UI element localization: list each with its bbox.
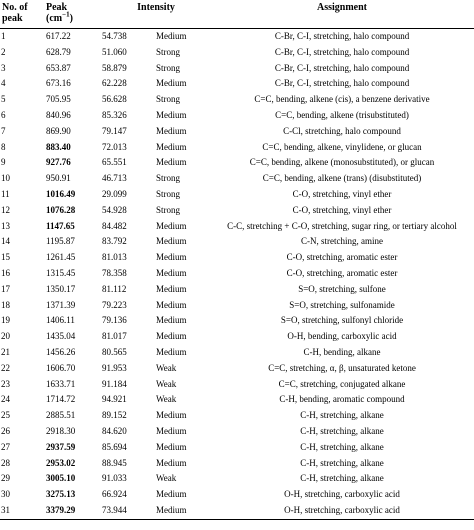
intensity-level-cell: Medium (156, 109, 187, 120)
table-row (0, 408, 474, 424)
peak-wavenumber-cell: 1456.26 (46, 346, 76, 357)
intensity-value-cell: 54.738 (102, 31, 127, 41)
peak-number-cell: 16 (1, 267, 10, 278)
peak-number-cell: 23 (1, 378, 10, 389)
peak-number-cell: 27 (1, 441, 10, 452)
intensity-level-cell: Strong (156, 188, 181, 199)
assignment-cell: C-C, stretching + C-O, stretching, sugar ring, or tertiary alcohol (227, 220, 457, 231)
peak-number-cell: 11 (1, 188, 10, 199)
assignment-cell: S=O, stretching, sulfonyl chloride (280, 315, 404, 326)
intensity-value-cell: 79.136 (102, 315, 127, 326)
peak-number-cell: 7 (1, 125, 6, 136)
intensity-level-cell: Strong (156, 94, 181, 105)
table-row (0, 345, 474, 361)
peak-number-cell: 26 (1, 425, 10, 436)
peak-number-cell: 6 (1, 109, 6, 120)
intensity-value-cell: 72.013 (102, 141, 127, 152)
intensity-level-cell: Medium (156, 299, 187, 310)
peak-number-cell: 18 (1, 299, 10, 310)
intensity-level-cell: Medium (156, 331, 187, 342)
table-row (0, 108, 474, 124)
assignment-cell: C-Cl, stretching, halo compound (283, 125, 401, 136)
table-row (0, 282, 474, 298)
assignment-cell: C=C, bending, alkene (trans) (disubstituted) (262, 173, 422, 184)
intensity-value-cell: 58.879 (102, 62, 127, 73)
table-row (0, 424, 474, 440)
peak-number-cell: 13 (1, 220, 10, 231)
intensity-value-cell: 56.628 (102, 94, 127, 105)
intensity-level-cell: Strong (156, 173, 181, 184)
peak-number-cell: 22 (1, 362, 10, 373)
assignment-cell: C-H, stretching, alkane (300, 473, 384, 484)
assignment-cell: C-O, stretching, aromatic ester (286, 252, 398, 263)
table-row (0, 76, 474, 92)
assignment-cell: C=C, bending, alkene (cis), a benzene derivative (254, 94, 430, 105)
peak-number-cell: 19 (1, 315, 10, 326)
intensity-level-cell: Weak (156, 378, 177, 389)
peak-number-cell: 4 (1, 78, 6, 89)
peak-wavenumber-cell: 840.96 (46, 109, 71, 120)
intensity-level-cell: Weak (156, 394, 177, 405)
intensity-level-cell: Strong (156, 46, 181, 57)
intensity-level-cell: Weak (156, 362, 177, 373)
table-row (0, 487, 474, 503)
assignment-cell: C-Br, C-I, stretching, halo compound (274, 78, 410, 89)
peak-number-cell: 20 (1, 331, 10, 342)
peak-wavenumber-cell: 1147.65 (46, 220, 75, 231)
table-row (0, 29, 474, 45)
assignment-cell: C-O, stretching, aromatic ester (286, 267, 398, 278)
peak-number-cell: 24 (1, 394, 10, 405)
peak-number-cell: 25 (1, 410, 10, 421)
intensity-level-cell: Medium (156, 410, 187, 421)
assignment-cell: C-Br, C-I, stretching, halo compound (274, 31, 410, 41)
table-row (0, 187, 474, 203)
peak-wavenumber-cell: 673.16 (46, 78, 71, 89)
peak-number-cell: 17 (1, 283, 10, 294)
table-header-row (0, 0, 474, 29)
intensity-value-cell: 78.358 (102, 267, 127, 278)
table-body (0, 29, 474, 520)
peak-wavenumber-cell: 1016.49 (46, 188, 76, 199)
header-peak-number: No. of peak (0, 0, 34, 29)
intensity-value-cell: 84.482 (102, 220, 127, 231)
intensity-level-cell: Medium (156, 283, 187, 294)
peak-wavenumber-cell: 869.90 (46, 125, 71, 136)
intensity-value-cell: 73.944 (102, 503, 152, 519)
intensity-value-cell: 85.326 (102, 109, 127, 120)
peak-number-cell: 1 (1, 31, 6, 41)
intensity-value-cell: 29.099 (102, 188, 127, 199)
peak-number-cell: 31 (0, 503, 34, 519)
table-row (0, 234, 474, 250)
table-row (0, 377, 474, 393)
intensity-value-cell: 85.694 (102, 441, 127, 452)
intensity-value-cell: 83.792 (102, 236, 127, 247)
assignment-cell: O-H, stretching, carboxylic acid (210, 503, 474, 519)
intensity-level-cell: Strong (156, 204, 181, 215)
peak-wavenumber-cell: 1350.17 (46, 283, 76, 294)
intensity-level-cell: Medium (156, 125, 187, 136)
intensity-level-cell: Medium (156, 78, 187, 89)
table-row (0, 266, 474, 282)
peak-wavenumber-cell: 1261.45 (46, 252, 76, 263)
intensity-value-cell: 88.945 (102, 457, 127, 468)
peak-wavenumber-cell: 3275.13 (46, 489, 76, 500)
peak-number-cell: 9 (1, 157, 6, 168)
peak-wavenumber-cell: 1371.39 (46, 299, 76, 310)
peak-number-cell: 3 (1, 62, 6, 73)
intensity-value-cell: 81.013 (102, 252, 127, 263)
assignment-cell: O-H, bending, carboxylic acid (287, 331, 397, 342)
peak-wavenumber-cell: 1606.70 (46, 362, 76, 373)
peak-wavenumber-cell: 1714.72 (46, 394, 76, 405)
header-intensity: Intensity (102, 0, 210, 29)
assignment-cell: C=C, bending, alkene (trisubstituted) (275, 109, 409, 120)
peak-number-cell: 30 (1, 489, 10, 500)
intensity-value-cell: 51.060 (102, 46, 127, 57)
peak-wavenumber-cell: 653.87 (46, 62, 71, 73)
table-row (0, 124, 474, 140)
peak-wavenumber-cell: 3005.10 (46, 473, 76, 484)
peak-wavenumber-cell: 950.91 (46, 173, 71, 184)
table-row (0, 219, 474, 235)
peak-wavenumber-cell: 3379.29 (34, 503, 102, 519)
assignment-cell: C-H, bending, aromatic compound (279, 394, 405, 405)
peak-wavenumber-cell: 1435.04 (46, 331, 76, 342)
assignment-cell: O-H, stretching, carboxylic acid (284, 489, 400, 500)
intensity-level-cell: Medium (156, 267, 187, 278)
table-row (0, 155, 474, 171)
table-row (0, 503, 474, 519)
peak-number-cell: 14 (1, 236, 10, 247)
table-row (0, 45, 474, 61)
peak-number-cell: 28 (1, 457, 10, 468)
intensity-value-cell: 46.713 (102, 173, 127, 184)
intensity-value-cell: 94.921 (102, 394, 127, 405)
table-row (0, 250, 474, 266)
intensity-level-cell: Medium (156, 31, 187, 41)
intensity-level-cell: Medium (156, 220, 187, 231)
intensity-value-cell: 62.228 (102, 78, 127, 89)
intensity-value-cell: 66.924 (102, 489, 127, 500)
table-row (0, 361, 474, 377)
table-row (0, 313, 474, 329)
intensity-level-cell: Medium (152, 503, 210, 519)
header-peak-wavenumber: Peak $(cm^{-1})$ (34, 0, 102, 29)
intensity-level-cell: Medium (156, 315, 187, 326)
assignment-cell: S=O, stretching, sulfonamide (289, 299, 395, 310)
table-row (0, 456, 474, 472)
assignment-cell: C-H, stretching, alkane (300, 441, 384, 452)
intensity-level-cell: Medium (156, 425, 187, 436)
assignment-cell: C-H, bending, alkane (303, 346, 381, 357)
intensity-level-cell: Medium (156, 141, 187, 152)
table-row (0, 329, 474, 345)
peak-wavenumber-cell: 1076.28 (46, 204, 76, 215)
peak-number-cell: 2 (1, 46, 6, 57)
assignment-cell: C=C, stretching, α, β, unsaturated ketone (268, 362, 416, 373)
assignment-cell: C=C, bending, alkene, vinylidene, or glucan (262, 141, 422, 152)
intensity-level-cell: Strong (156, 62, 181, 73)
assignment-cell: C-Br, C-I, stretching, halo compound (274, 46, 410, 57)
intensity-value-cell: 80.565 (102, 346, 127, 357)
intensity-value-cell: 79.223 (102, 299, 127, 310)
peak-number-cell: 15 (1, 252, 10, 263)
table-row (0, 392, 474, 408)
intensity-value-cell: 89.152 (102, 410, 127, 421)
peak-wavenumber-cell: 628.79 (46, 46, 71, 57)
peak-wavenumber-cell: 883.40 (46, 141, 71, 152)
table-row (0, 61, 474, 77)
intensity-level-cell: Medium (156, 346, 187, 357)
intensity-level-cell: Medium (156, 157, 187, 168)
peak-wavenumber-cell: 2953.02 (46, 457, 76, 468)
assignment-cell: C=C, stretching, conjugated alkane (278, 378, 406, 389)
peak-wavenumber-cell: 2937.59 (46, 441, 76, 452)
table-row (0, 298, 474, 314)
intensity-level-cell: Medium (156, 252, 187, 263)
peak-wavenumber-cell: 2885.51 (46, 410, 76, 421)
intensity-value-cell: 91.033 (102, 473, 127, 484)
peak-wavenumber-cell: 1406.11 (46, 315, 75, 326)
intensity-value-cell: 54.928 (102, 204, 127, 215)
assignment-cell: C-O, stretching, vinyl ether (292, 188, 392, 199)
table-row (0, 92, 474, 108)
intensity-value-cell: 81.017 (102, 331, 127, 342)
peak-wavenumber-cell: 1195.87 (46, 236, 75, 247)
assignment-cell: C-H, stretching, alkane (300, 457, 384, 468)
intensity-level-cell: Medium (156, 441, 187, 452)
intensity-level-cell: Medium (156, 457, 187, 468)
table-row (0, 140, 474, 156)
assignment-cell: S=O, stretching, sulfone (298, 283, 386, 294)
peak-wavenumber-cell: 705.95 (46, 94, 71, 105)
intensity-level-cell: Weak (156, 473, 177, 484)
assignment-cell: C-N, stretching, amine (301, 236, 383, 247)
intensity-value-cell: 84.620 (102, 425, 127, 436)
assignment-cell: C-H, stretching, alkane (300, 410, 384, 421)
peak-number-cell: 29 (1, 473, 10, 484)
assignment-cell: C-O, stretching, vinyl ether (292, 204, 392, 215)
assignment-cell: C=C, bending, alkene (monosubstituted), or glucan (249, 157, 435, 168)
peak-number-cell: 21 (1, 346, 10, 357)
table-row (0, 203, 474, 219)
table-row (0, 171, 474, 187)
assignment-cell: C-Br, C-I, stretching, halo compound (274, 62, 410, 73)
peak-wavenumber-cell: 617.22 (46, 31, 71, 41)
peak-wavenumber-cell: 2918.30 (46, 425, 76, 436)
intensity-value-cell: 81.112 (102, 283, 127, 294)
peak-wavenumber-cell: 927.76 (46, 157, 71, 168)
peak-number-cell: 5 (1, 94, 6, 105)
table-row (0, 471, 474, 487)
intensity-level-cell: Medium (156, 489, 187, 500)
peak-number-cell: 10 (1, 173, 10, 184)
peak-wavenumber-cell: 1633.71 (46, 378, 76, 389)
intensity-value-cell: 65.551 (102, 157, 127, 168)
intensity-value-cell: 91.184 (102, 378, 127, 389)
peak-wavenumber-cell: 1315.45 (46, 267, 76, 278)
assignment-cell: C-H, stretching, alkane (300, 425, 384, 436)
peak-number-cell: 8 (1, 141, 6, 152)
table-row (0, 440, 474, 456)
header-assignment: Assignment (210, 0, 474, 29)
peak-number-cell: 12 (1, 204, 10, 215)
intensity-level-cell: Medium (156, 236, 187, 247)
intensity-value-cell: 91.953 (102, 362, 127, 373)
intensity-value-cell: 79.147 (102, 125, 127, 136)
